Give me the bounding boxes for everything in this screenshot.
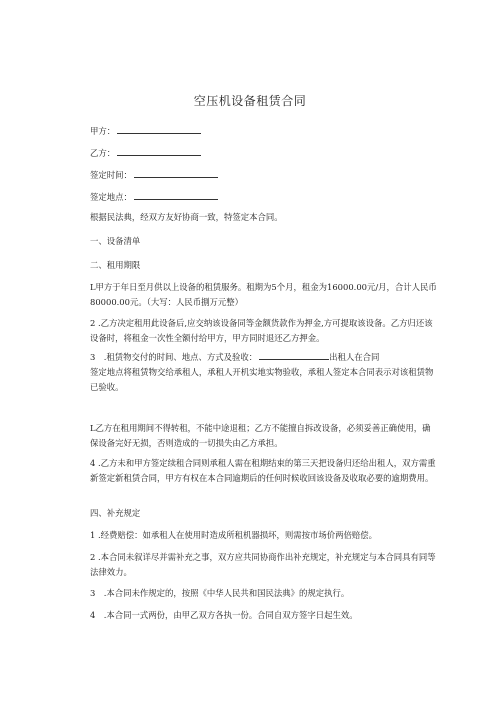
delivery-blank bbox=[259, 350, 329, 360]
party-a-blank bbox=[117, 124, 201, 134]
clause-delivery-rest: 签定地点将租赁物交给承租人，承租人开机实地实物验收，承租人签定本合同表示对该租赁物已验收。 bbox=[90, 367, 434, 392]
section-equipment-list: 一、设备清单 bbox=[90, 236, 141, 246]
party-b-line bbox=[90, 146, 438, 161]
intro-text: 根据民法典，经双方友好协商一致，特签定本合同。 bbox=[90, 212, 283, 222]
clause-delivery-part2: 出租人在合同 bbox=[329, 352, 380, 362]
party-b-label: 乙方： bbox=[90, 148, 116, 158]
party-a-label: 甲方： bbox=[90, 126, 116, 136]
clause-delivery-part1: 3 .租赁物交付的时间、地点、方式及验收： bbox=[90, 352, 258, 362]
clause-lease-period: L甲方于年日至月供以上设备的租赁服务。租期为5个月，租金为16000.00元/月，合计人民币80000.00元。（大写：人民币捌万元整） bbox=[90, 282, 437, 307]
clause-renewal: 4 .乙方未和甲方签定续租合同则承租人需在租期结束的第三天把设备归还给出租人，双方需重新签定新租赁合同，甲方有权在本合同逾期后的任何时候收回该设备及收取必要的逾期费用。 bbox=[90, 458, 436, 483]
sign-place-line bbox=[90, 190, 438, 205]
supplement-1: 1 .经费赔偿：如承租人在使用时造成所租机器损坏，则需按市场价两倍赔偿。 bbox=[90, 530, 378, 540]
sign-time-blank bbox=[134, 168, 218, 178]
clause-no-sublease: L乙方在租用期间不得转租，不能中途退租；乙方不能擅自拆改设备，必须妥善正确使用，确保设备完好无损，否则造成的一切损失由乙方承担。 bbox=[90, 423, 431, 448]
section-supplementary: 四、补充规定 bbox=[90, 508, 141, 518]
clause-delivery bbox=[90, 350, 438, 395]
sign-time-line bbox=[90, 168, 438, 183]
document-title: 空压机设备租赁合同 bbox=[193, 94, 307, 108]
supplement-2: 2 .本合同未叙详尽并需补充之事，双方应共同协商作出补充规定，补充规定与本合同具有同等法律效力。 bbox=[90, 552, 436, 577]
sign-place-label: 签定地点： bbox=[90, 192, 132, 202]
sign-place-blank bbox=[134, 190, 218, 200]
party-a-line bbox=[90, 124, 438, 139]
sign-time-label: 签定时间： bbox=[90, 170, 132, 180]
party-b-blank bbox=[117, 146, 201, 156]
clause-deposit: 2 .乙方决定租用此设备后,应交纳该设备同等金额货款作为押金,方可提取该设备。乙方归还该设备时，将租金一次性全额付给甲方，甲方同时退还乙方押金。 bbox=[90, 318, 433, 343]
section-lease-term: 二、租用期限 bbox=[90, 260, 141, 270]
supplement-4: 4 .本合同一式两份，由甲乙双方各执一份。合同自双方签字日起生效。 bbox=[90, 610, 358, 620]
supplement-3: 3 .本合同未作规定的，按照《中华人民共和国民法典》的规定执行。 bbox=[90, 588, 350, 598]
